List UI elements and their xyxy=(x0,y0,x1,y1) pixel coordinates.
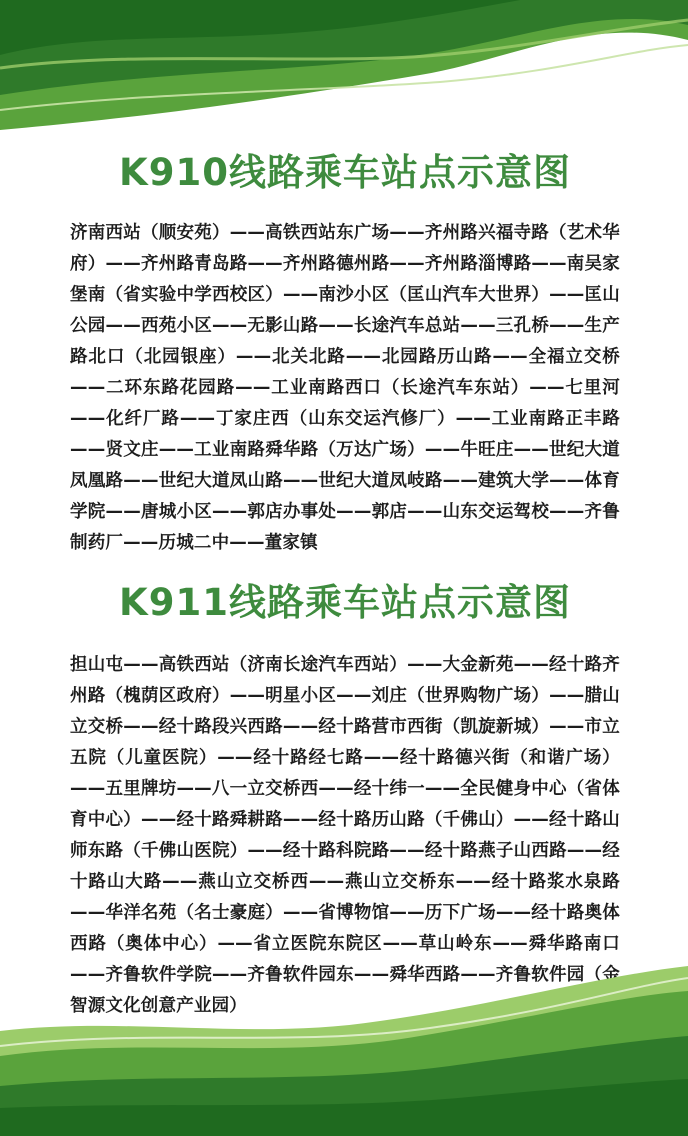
k910-stops-list: 济南西站（顺安苑）——高铁西站东广场——齐州路兴福寺路（艺术华府）——齐州路青岛路——齐州路德州路——齐州路淄博路——南吴家堡南（省实验中学西校区）——南沙小区（匡山汽车大世界）——匡山公园——西苑小区——无影山路——长途汽车总站——三孔桥——生产路北口（北园银座）——北关北路——北园路历山路——全福立交桥——二环东路花园路——工业南路西口（长途汽车东站）——七里河——化纤厂路——丁家庄西（山东交运汽修厂）——工业南路正丰路——贤文庄——工业南路舜华路（万达广场）——牛旺庄——世纪大道凤凰路——世纪大道凤山路——世纪大道凤岐路——建筑大学——体育学院——唐城小区——郭店办事处——郭店——山东交运驾校——齐鲁制药厂——历城二中——董家镇 xyxy=(70,223,620,553)
k910-title: K910线路乘车站点示意图 xyxy=(119,151,571,194)
k911-title: K911线路乘车站点示意图 xyxy=(119,581,571,624)
bottom-green-wave-decoration xyxy=(0,936,688,1136)
k910-section xyxy=(70,142,620,559)
top-green-wave-decoration xyxy=(0,0,688,140)
k911-stops-list: 担山屯——高铁西站（济南长途汽车西站）——大金新苑——经十路齐州路（槐荫区政府）——明星小区——刘庄（世界购物广场）——腊山立交桥——经十路段兴西路——经十路营市西街（凯旋新城）——市立五院（儿童医院）——经十路经七路——经十路德兴街（和谐广场）——五里牌坊——八一立交桥西——经十纬一——全民健身中心（省体育中心）——经十路舜耕路——经十路历山路（千佛山）——经十路山师东路（千佛山医院）——经十路科院路——经十路燕子山西路——经十路山大路——燕山立交桥西——燕山立交桥东——经十路浆水泉路——华洋名苑（名士豪庭）——省博物馆——历下广场——经十路奥体西路（奥体中心）——省立医院东院区——草山岭东——舜华路南口——齐鲁软件学院——齐鲁软件园东——舜华西路——齐鲁软件园（金智源文化创意产业园） xyxy=(70,655,620,1016)
